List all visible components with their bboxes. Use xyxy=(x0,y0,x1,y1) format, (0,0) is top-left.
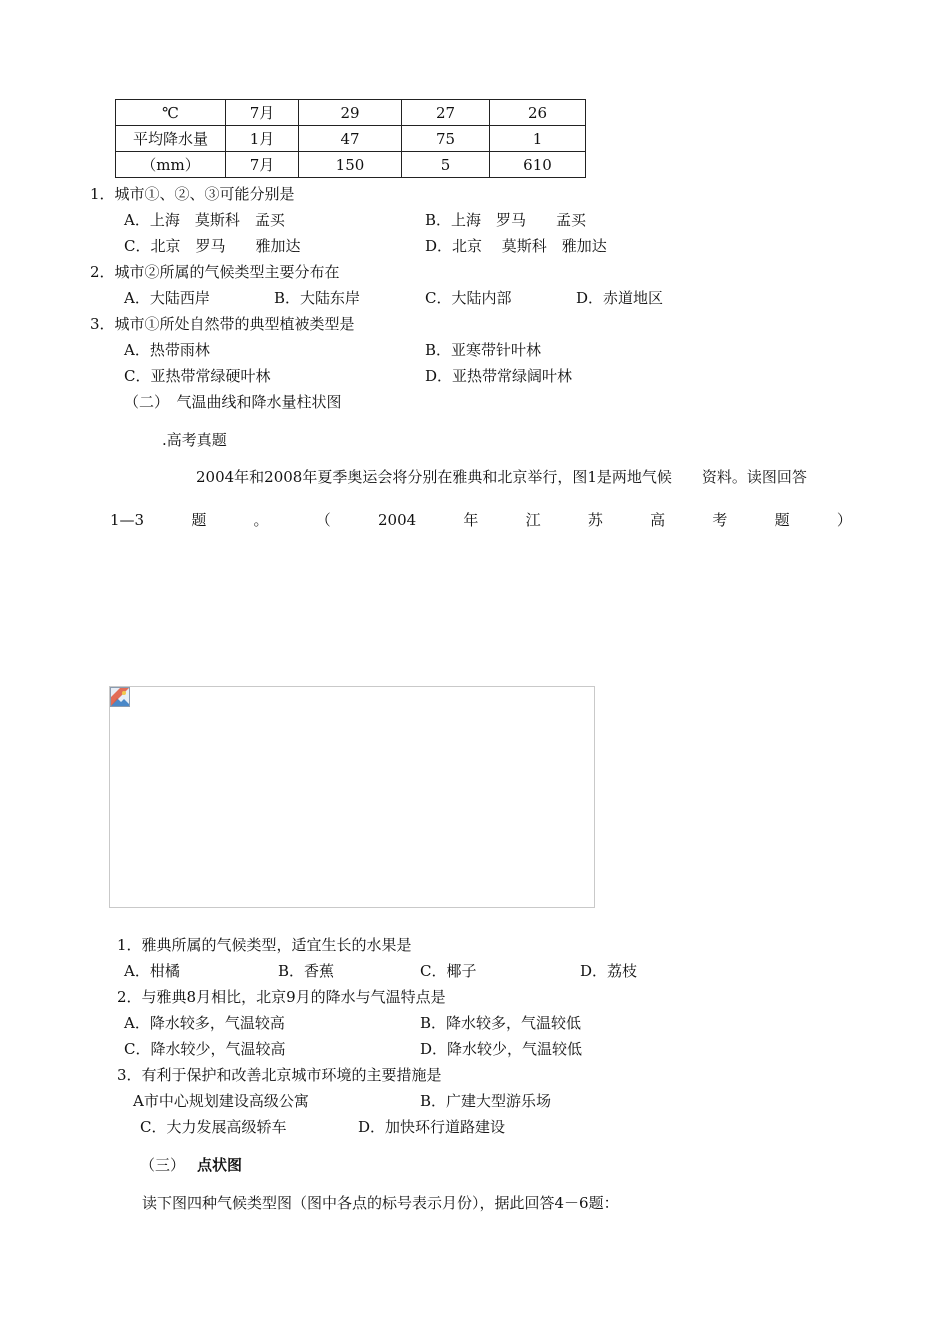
question-stem: 2．城市②所属的气候类型主要分布在 xyxy=(90,263,340,281)
intro-token: ） xyxy=(836,511,852,529)
question-stem: 1．雅典所属的气候类型，适宜生长的水果是 xyxy=(117,936,412,954)
option-d: D．北京 莫斯科 雅加达 xyxy=(425,237,607,255)
instruction-paragraph: 读下图四种气候类型图（图中各点的标号表示月份），据此回答4－6题： xyxy=(142,1194,619,1212)
intro-token: 题 xyxy=(774,511,790,529)
table-row xyxy=(116,126,586,152)
option-c: C．椰子 xyxy=(420,962,477,980)
table-cell: 610 xyxy=(490,152,586,178)
option-d: D．降水较少，气温较低 xyxy=(420,1040,583,1058)
option-a: A．大陆西岸 xyxy=(124,289,210,307)
option-c: C．亚热带常绿硬叶林 xyxy=(124,367,271,385)
subsection-title: .高考真题 xyxy=(162,431,227,449)
climate-table xyxy=(115,99,586,178)
intro-token: 高 xyxy=(650,511,666,529)
option-a: A．降水较多，气温较高 xyxy=(124,1014,285,1032)
table-cell: 7月 xyxy=(226,100,299,126)
option-b: B．香蕉 xyxy=(278,962,335,980)
option-a: A．柑橘 xyxy=(124,962,180,980)
intro-token: 题 xyxy=(191,511,207,529)
table-cell: 26 xyxy=(490,100,586,126)
table-cell: 平均降水量 xyxy=(116,126,226,152)
intro-token: 年 xyxy=(463,511,479,529)
table-cell: 150 xyxy=(299,152,402,178)
option-c: C．大力发展高级轿车 xyxy=(140,1118,287,1136)
table-cell: ℃ xyxy=(116,100,226,126)
section-title: 点状图 xyxy=(197,1156,243,1174)
intro-token: （ xyxy=(315,511,331,529)
option-b: B．上海 罗马 孟买 xyxy=(425,211,587,229)
table-cell: 1月 xyxy=(226,126,299,152)
intro-paragraph-line2 xyxy=(110,510,852,530)
intro-token: 苏 xyxy=(587,511,603,529)
section-number: （三） xyxy=(140,1156,186,1174)
option-d: D．加快环行道路建设 xyxy=(358,1118,506,1136)
table-cell: 75 xyxy=(402,126,490,152)
intro-token: 1—3 xyxy=(110,511,145,529)
table-cell: 29 xyxy=(299,100,402,126)
intro-paragraph: 2004年和2008年夏季奥运会将分别在雅典和北京举行，图1是两地气候 资料。读图回答 xyxy=(196,468,807,486)
option-c: C．大陆内部 xyxy=(425,289,512,307)
table-cell: 5 xyxy=(402,152,490,178)
option-d: D．亚热带常绿阔叶林 xyxy=(425,367,573,385)
intro-token: 2004 xyxy=(378,511,417,529)
option-c: C．北京 罗马 雅加达 xyxy=(124,237,301,255)
table-cell: 7月 xyxy=(226,152,299,178)
intro-token: 江 xyxy=(525,511,541,529)
option-a: A．热带雨林 xyxy=(124,341,210,359)
table-cell: （mm） xyxy=(116,152,226,178)
intro-token: 考 xyxy=(712,511,728,529)
table-cell: 27 xyxy=(402,100,490,126)
option-b: B．降水较多，气温较低 xyxy=(420,1014,582,1032)
option-b: B．广建大型游乐场 xyxy=(420,1092,552,1110)
table-row xyxy=(116,152,586,178)
option-a: A市中心规划建设高级公寓 xyxy=(133,1092,309,1110)
question-stem: 3．有利于保护和改善北京城市环境的主要措施是 xyxy=(117,1066,442,1084)
option-b: B．大陆东岸 xyxy=(274,289,361,307)
option-c: C．降水较少，气温较高 xyxy=(124,1040,286,1058)
option-b: B．亚寒带针叶林 xyxy=(425,341,542,359)
table-cell: 47 xyxy=(299,126,402,152)
question-stem: 3．城市①所处自然带的典型植被类型是 xyxy=(90,315,355,333)
question-stem: 1．城市①、②、③可能分别是 xyxy=(90,185,295,203)
option-d: D．赤道地区 xyxy=(576,289,664,307)
section-heading xyxy=(140,1155,242,1175)
option-d: D．荔枝 xyxy=(580,962,638,980)
table-cell: 1 xyxy=(490,126,586,152)
figure-placeholder xyxy=(109,686,595,908)
table-row xyxy=(116,100,586,126)
question-stem: 2．与雅典8月相比，北京9月的降水与气温特点是 xyxy=(117,988,446,1006)
broken-image-icon xyxy=(110,687,130,707)
option-a: A．上海 莫斯科 孟买 xyxy=(124,211,285,229)
section-heading: （二） 气温曲线和降水量柱状图 xyxy=(124,393,342,411)
intro-token: 。 xyxy=(253,511,269,529)
